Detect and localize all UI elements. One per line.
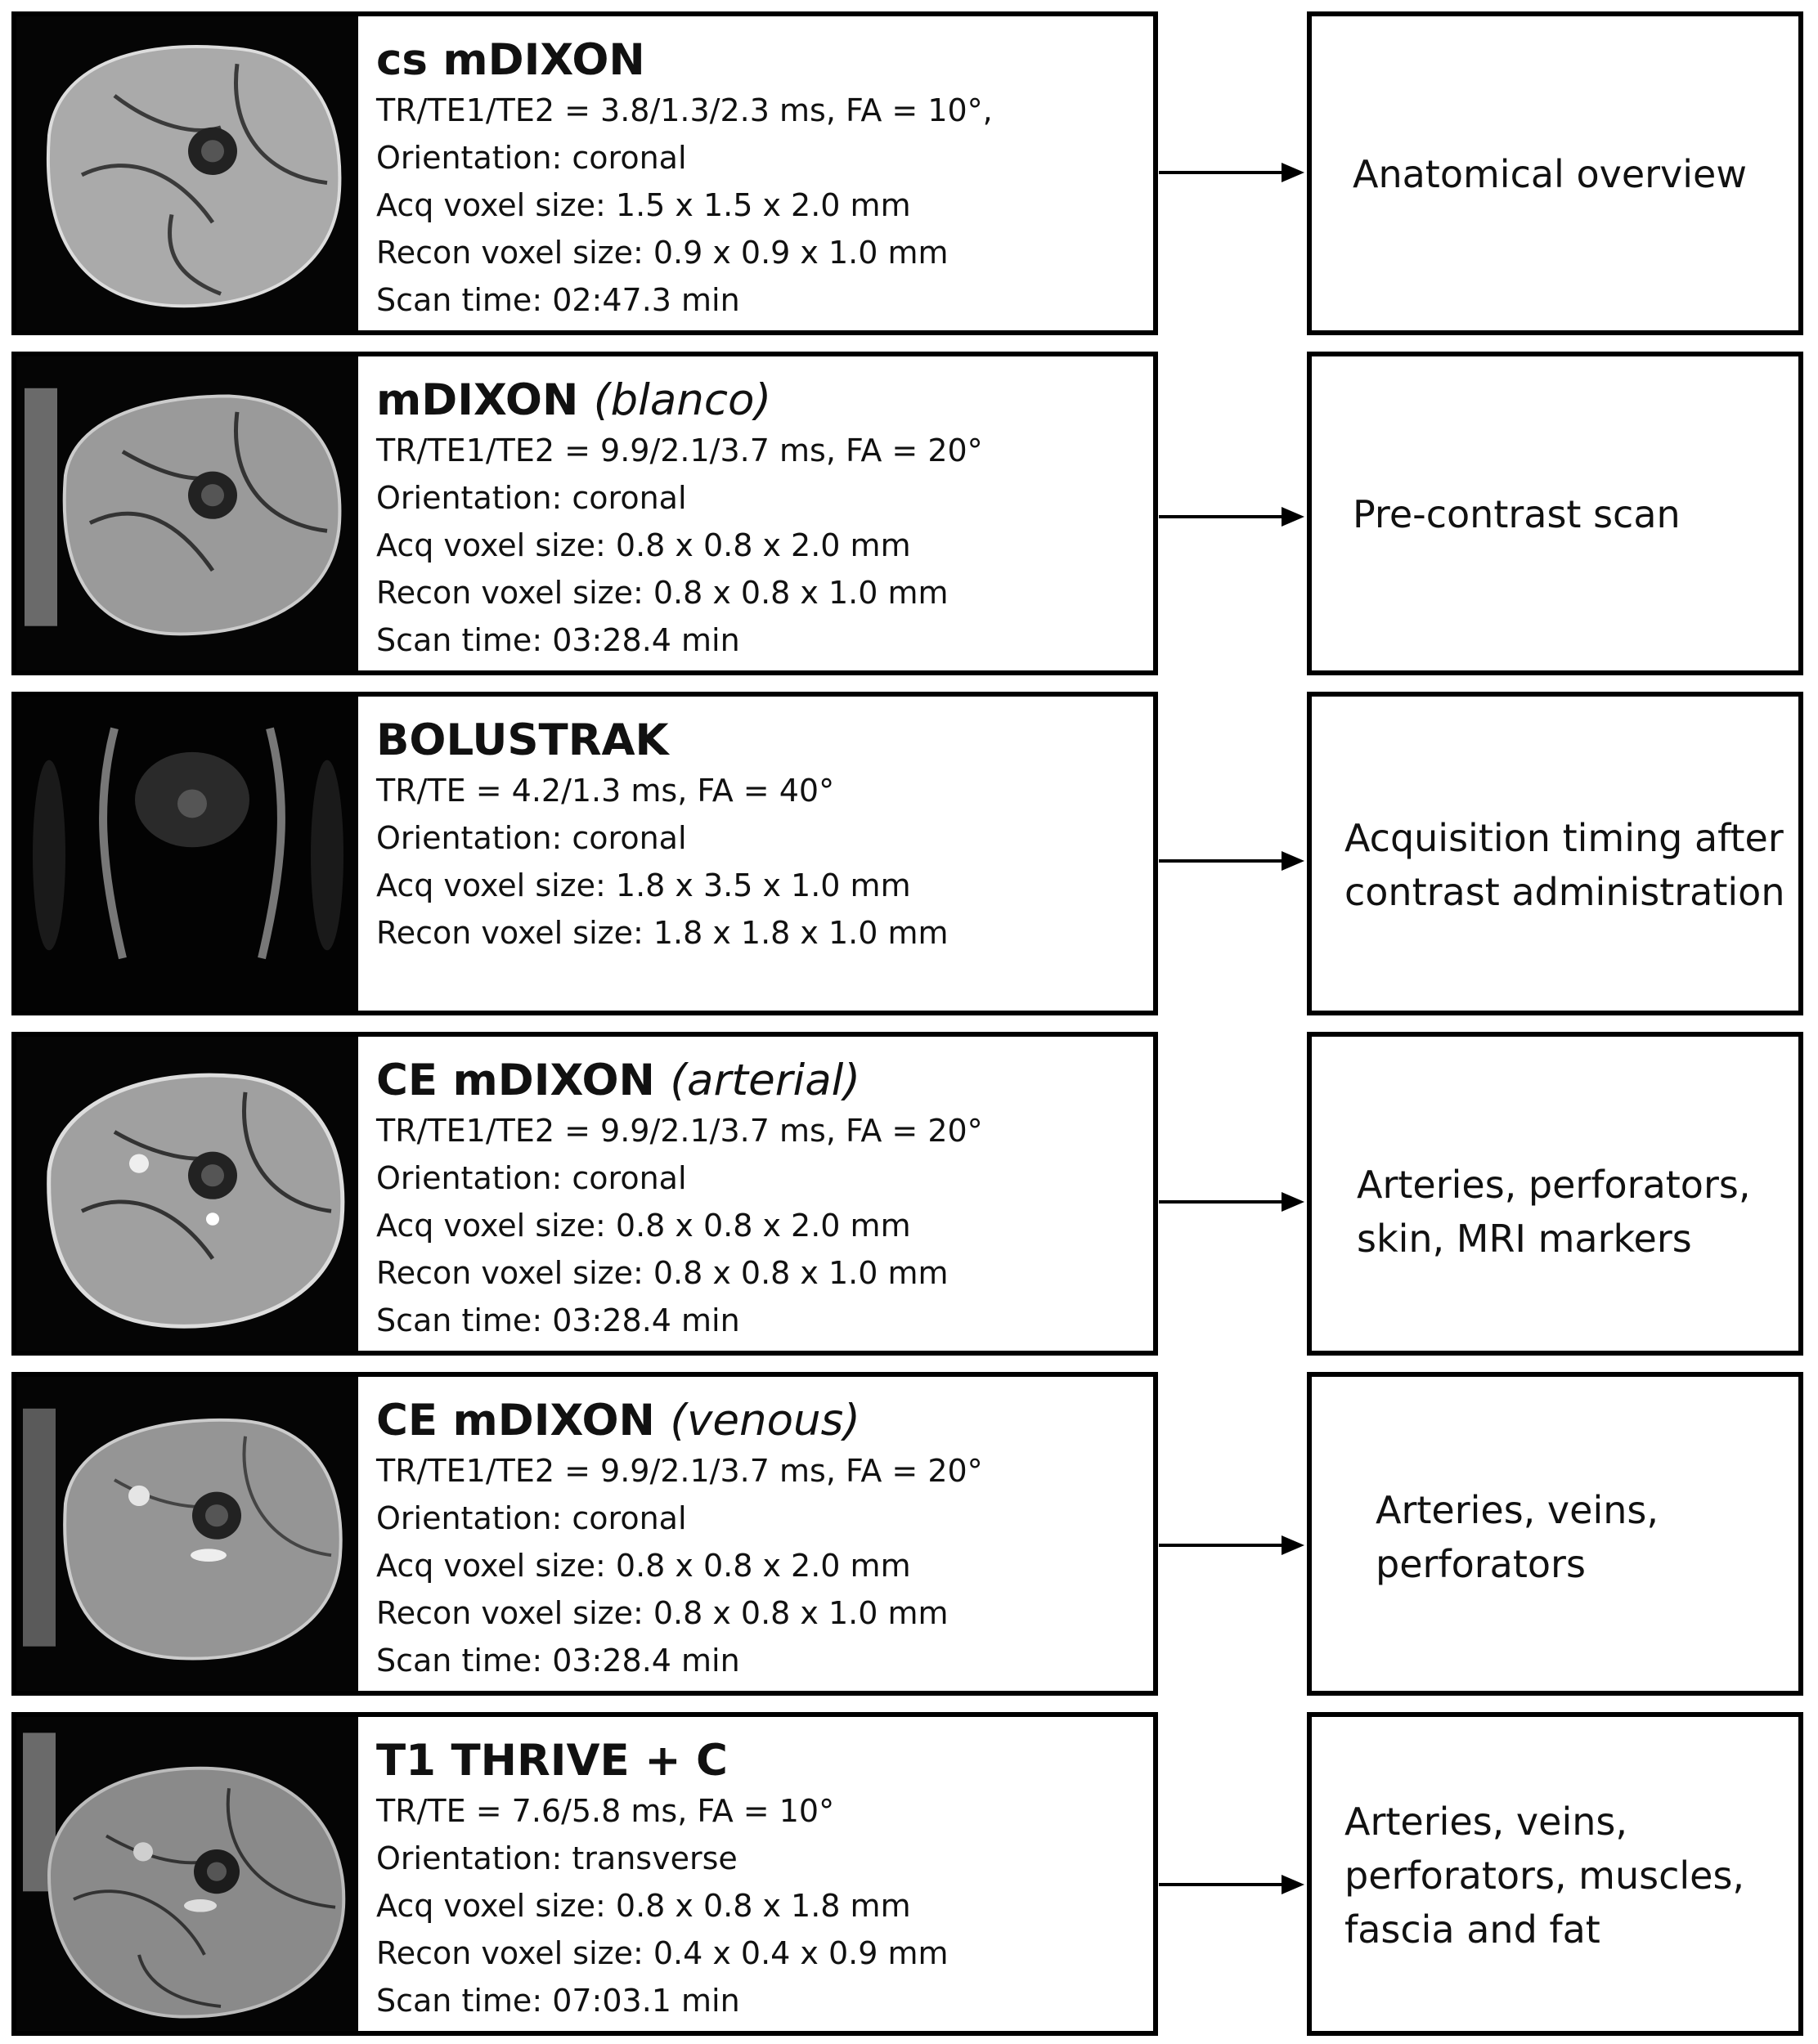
arrow-connector bbox=[1159, 1190, 1306, 1214]
param-line: Recon voxel size: 0.8 x 0.8 x 1.0 mm bbox=[376, 1595, 949, 1631]
mri-thigh-image bbox=[16, 16, 358, 330]
param-line: Acq voxel size: 0.8 x 0.8 x 2.0 mm bbox=[376, 1208, 911, 1244]
arrow-connector bbox=[1159, 849, 1306, 873]
param-line: Recon voxel size: 1.8 x 1.8 x 1.0 mm bbox=[376, 915, 949, 951]
purpose-box bbox=[1307, 1372, 1803, 1696]
sequence-parameters bbox=[376, 715, 1147, 957]
param-line: TR/TE1/TE2 = 9.9/2.1/3.7 ms, FA = 20° bbox=[376, 1113, 983, 1149]
arrow-connector bbox=[1159, 160, 1306, 185]
sequence-panel bbox=[11, 11, 1158, 335]
param-line: Recon voxel size: 0.9 x 0.9 x 1.0 mm bbox=[376, 235, 949, 271]
param-line: Scan time: 07:03.1 min bbox=[376, 1983, 740, 2019]
param-line: Orientation: coronal bbox=[376, 140, 687, 176]
purpose-text: Arteries, veins, perforators, muscles, fascia and fat bbox=[1344, 1800, 1745, 1952]
purpose-box bbox=[1307, 352, 1803, 675]
param-line: Acq voxel size: 0.8 x 0.8 x 1.8 mm bbox=[376, 1888, 911, 1924]
sequence-title: mDIXON (blanco) bbox=[376, 375, 772, 425]
param-line: Acq voxel size: 1.5 x 1.5 x 2.0 mm bbox=[376, 187, 911, 223]
arrow-connector bbox=[1159, 504, 1306, 529]
sequence-parameters bbox=[376, 34, 1147, 324]
param-line: Recon voxel size: 0.4 x 0.4 x 0.9 mm bbox=[376, 1935, 949, 1971]
param-line: Scan time: 02:47.3 min bbox=[376, 282, 740, 318]
mri-thigh-image bbox=[16, 356, 358, 670]
purpose-box bbox=[1307, 1712, 1803, 2036]
mri-thigh-image bbox=[16, 1377, 358, 1691]
param-line: TR/TE = 4.2/1.3 ms, FA = 40° bbox=[376, 773, 835, 809]
sequence-panel bbox=[11, 352, 1158, 675]
purpose-box bbox=[1307, 11, 1803, 335]
param-line: Recon voxel size: 0.8 x 0.8 x 1.0 mm bbox=[376, 1255, 949, 1291]
sequence-title: CE mDIXON (arterial) bbox=[376, 1056, 861, 1105]
purpose-box bbox=[1307, 1032, 1803, 1356]
sequence-parameters bbox=[376, 1395, 1147, 1684]
purpose-box bbox=[1307, 692, 1803, 1015]
param-line: Orientation: coronal bbox=[376, 1160, 687, 1196]
arrow-connector bbox=[1159, 1533, 1306, 1558]
param-line: Scan time: 03:28.4 min bbox=[376, 1302, 740, 1338]
purpose-text: Arteries, perforators, skin, MRI markers bbox=[1357, 1163, 1751, 1261]
param-line: TR/TE = 7.6/5.8 ms, FA = 10° bbox=[376, 1793, 835, 1829]
sequence-panel bbox=[11, 1032, 1158, 1356]
purpose-text: Anatomical overview bbox=[1353, 152, 1747, 196]
purpose-text: Pre-contrast scan bbox=[1353, 492, 1681, 536]
sequence-title: BOLUSTRAK bbox=[376, 715, 669, 765]
param-line: Scan time: 03:28.4 min bbox=[376, 622, 740, 658]
param-line: Acq voxel size: 0.8 x 0.8 x 2.0 mm bbox=[376, 527, 911, 563]
sequence-panel bbox=[11, 692, 1158, 1015]
purpose-text: Acquisition timing after contrast administration bbox=[1344, 816, 1785, 914]
param-line: TR/TE1/TE2 = 9.9/2.1/3.7 ms, FA = 20° bbox=[376, 1453, 983, 1489]
param-line: Recon voxel size: 0.8 x 0.8 x 1.0 mm bbox=[376, 575, 949, 611]
arrow-connector bbox=[1159, 1872, 1306, 1897]
param-line: TR/TE1/TE2 = 9.9/2.1/3.7 ms, FA = 20° bbox=[376, 433, 983, 468]
sequence-title: CE mDIXON (venous) bbox=[376, 1396, 860, 1446]
sequence-panel bbox=[11, 1712, 1158, 2036]
param-line: Acq voxel size: 1.8 x 3.5 x 1.0 mm bbox=[376, 867, 911, 903]
mri-thigh-image bbox=[16, 1037, 358, 1351]
param-line: Orientation: transverse bbox=[376, 1840, 738, 1876]
param-line: Scan time: 03:28.4 min bbox=[376, 1643, 740, 1679]
param-line: Orientation: coronal bbox=[376, 1500, 687, 1536]
sequence-panel bbox=[11, 1372, 1158, 1696]
sequence-title: T1 THRIVE + C bbox=[376, 1736, 728, 1786]
mri-thigh-image bbox=[16, 1717, 358, 2031]
param-line: TR/TE1/TE2 = 3.8/1.3/2.3 ms, FA = 10°, bbox=[376, 92, 993, 128]
param-line: Acq voxel size: 0.8 x 0.8 x 2.0 mm bbox=[376, 1548, 911, 1584]
sequence-parameters bbox=[376, 1735, 1147, 2024]
purpose-text: Arteries, veins, perforators bbox=[1376, 1488, 1659, 1586]
sequence-parameters bbox=[376, 1055, 1147, 1344]
sequence-parameters bbox=[376, 374, 1147, 664]
param-line: Orientation: coronal bbox=[376, 820, 687, 856]
mri-bolus-image bbox=[16, 697, 358, 1011]
param-line: Orientation: coronal bbox=[376, 480, 687, 516]
sequence-title: cs mDIXON bbox=[376, 35, 645, 85]
